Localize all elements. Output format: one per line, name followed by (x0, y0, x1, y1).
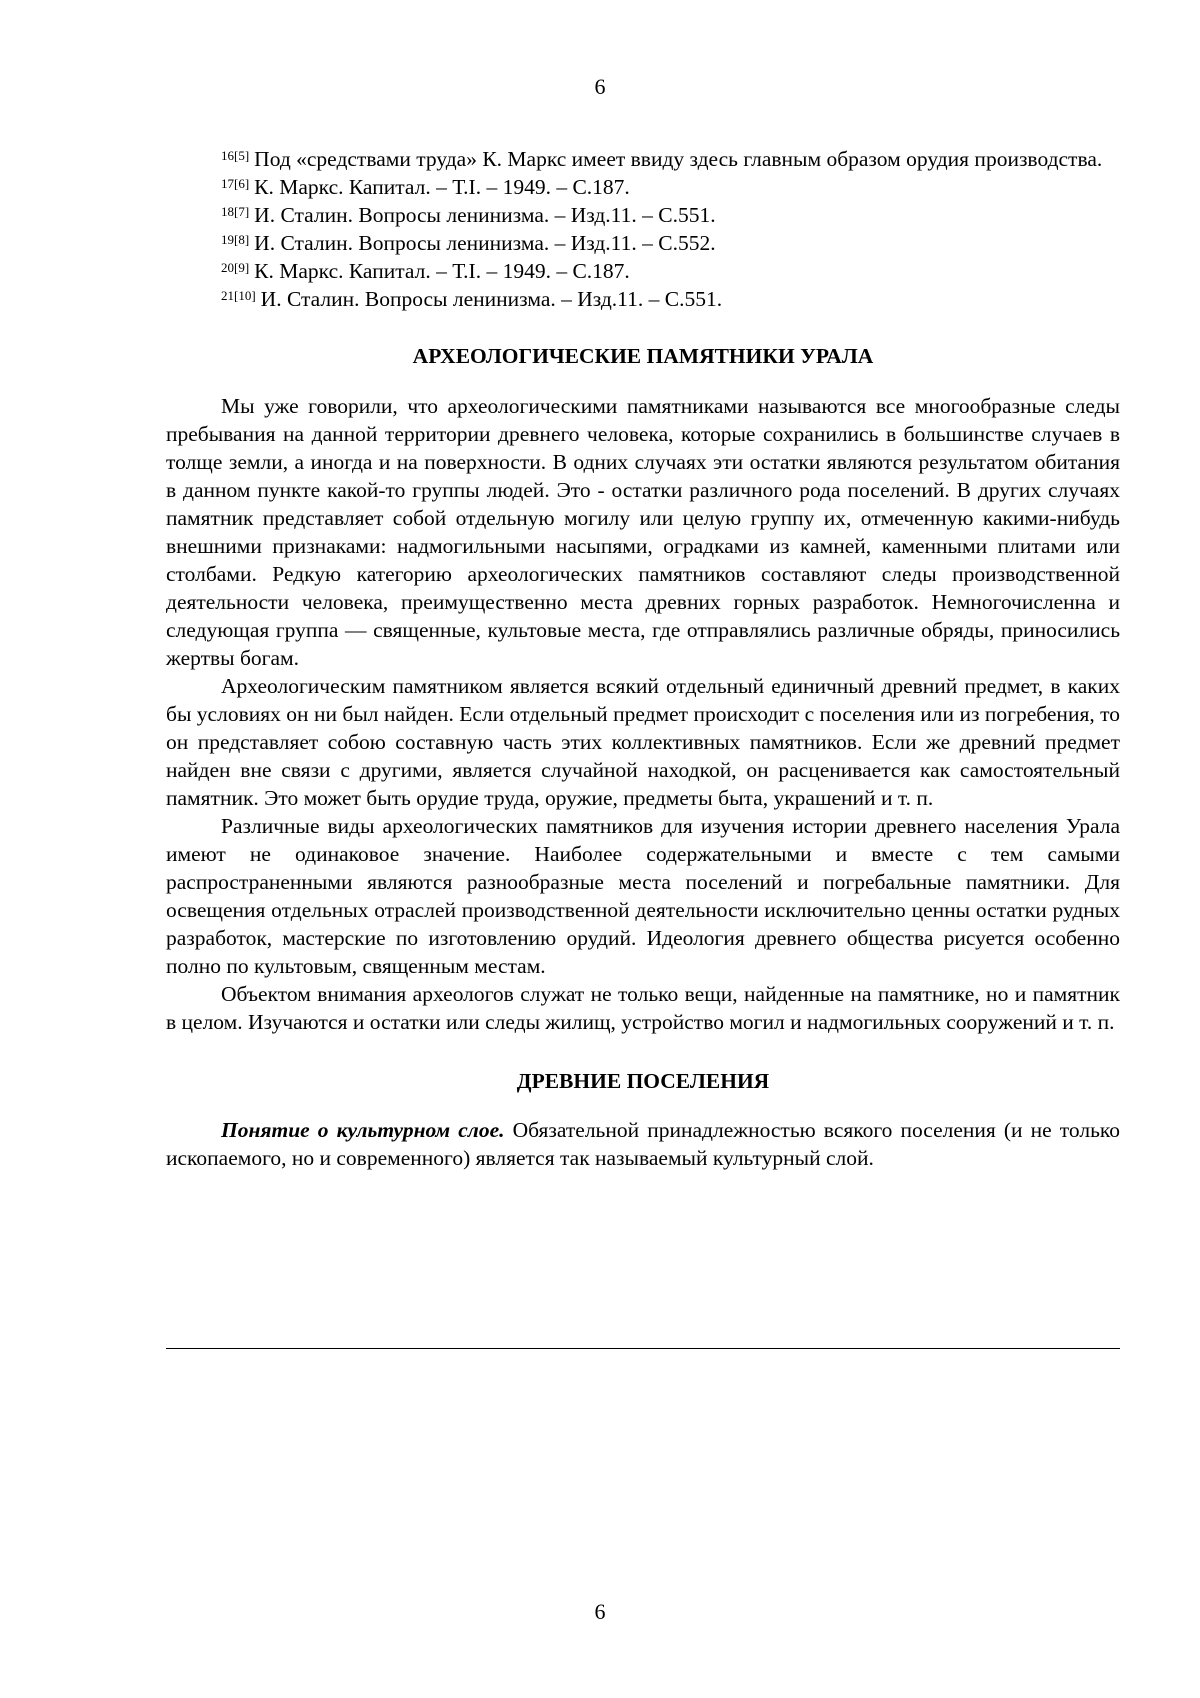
footnote-mark: 21[10] (221, 288, 256, 303)
page-body (166, 145, 1120, 1172)
footnote-mark: 20[9] (221, 260, 250, 275)
paragraph: Различные виды археологических памятников для изучения истории древнего населения Урала имеют не одинаковое значение. Наиболее содержательными и вместе с тем самыми распространенными являются разнообразные места поселений и погребальные памятники. Для освещения отдельных отраслей производственной деятельности исключительно ценны остатки рудных разработок, мастерские по изготовлению орудий. Идеология древнего общества рисуется особенно полно по культовым, священным местам. (166, 814, 1120, 978)
footnote-mark: 19[8] (221, 232, 250, 247)
section-heading-ural-monuments: АРХЕОЛОГИЧЕСКИЕ ПАМЯТНИКИ УРАЛА (412, 344, 874, 368)
paragraph: Мы уже говорили, что археологическими памятниками называются все многообразные следы пребывания на данной территории древнего человека, которые сохранились в большинстве случаев в толще земли, а иногда и на поверхности. В одних случаях эти остатки являются результатом обитания в данном пункте какой-то группы людей. Это - остатки различного рода поселений. В других случаях памятник представляет собой отдельную могилу или целую группу их, отмеченную какими-нибудь внешними признаками: надмогильными насыпями, оградками из камней, каменными плитами или столбами. Редкую категорию археологических памятников составляют следы производственной деятельности человека, преимущественно места древних горных разработок. Немногочисленна и следующая группа — священные, культовые места, где отправлялись различные обряды, приносились жертвы богам. (166, 394, 1120, 670)
footnote (166, 285, 1120, 313)
horizontal-rule (166, 1348, 1120, 1349)
footnote-mark: 18[7] (221, 204, 250, 219)
section-heading-ancient-settlements: ДРЕВНИЕ ПОСЕЛЕНИЯ (516, 1069, 770, 1093)
footnote-text: К. Маркс. Капитал. – Т.I. – 1949. – С.187. (254, 259, 630, 283)
page-number-top: 6 (594, 74, 606, 99)
footnote (166, 257, 1120, 285)
footnote (166, 229, 1120, 257)
footnote (166, 173, 1120, 201)
footnote-text: Под «средствами труда» К. Маркс имеет ввиду здесь главным образом орудия производства. (254, 147, 1103, 171)
footnote-text: И. Сталин. Вопросы ленинизма. – Изд.11. – С.551. (260, 287, 723, 311)
footnote (166, 201, 1120, 229)
paragraph-lead: Понятие о культурном слое. (221, 1118, 505, 1142)
footnote-mark: 17[6] (221, 176, 250, 191)
footnote-mark: 16[5] (221, 148, 250, 163)
footnotes (166, 145, 1120, 313)
footnote (166, 145, 1120, 173)
paragraph-cultural-layer (166, 1116, 1120, 1172)
paragraph: Археологическим памятником является всякий отдельный единичный древний предмет, в каких бы условиях он ни был найден. Если отдельный предмет происходит с поселения или из погребения, то он представляет собою составную часть этих коллективных памятников. Если же древний предмет найден вне связи с другими, является случайной находкой, он расценивается как самостоятельный памятник. Это может быть орудие труда, оружие, предметы быта, украшений и т. п. (166, 674, 1120, 810)
paragraph: Объектом внимания археологов служат не только вещи, найденные на памятнике, но и памятник в целом. Изучаются и остатки или следы жилищ, устройство могил и надмогильных сооружений и т. п. (166, 982, 1120, 1034)
footnote-text: И. Сталин. Вопросы ленинизма. – Изд.11. – С.551. (254, 203, 716, 227)
page-number-bottom: 6 (594, 1599, 606, 1624)
footnote-text: И. Сталин. Вопросы ленинизма. – Изд.11. – С.552. (254, 231, 716, 255)
paragraph-text: Обязательной принадлежностью всякого поселения (и не только ископаемого, но и современного) является так называемый культурный слой. (166, 1118, 1120, 1170)
footnote-text: К. Маркс. Капитал. – Т.I. – 1949. – С.187. (254, 175, 630, 199)
